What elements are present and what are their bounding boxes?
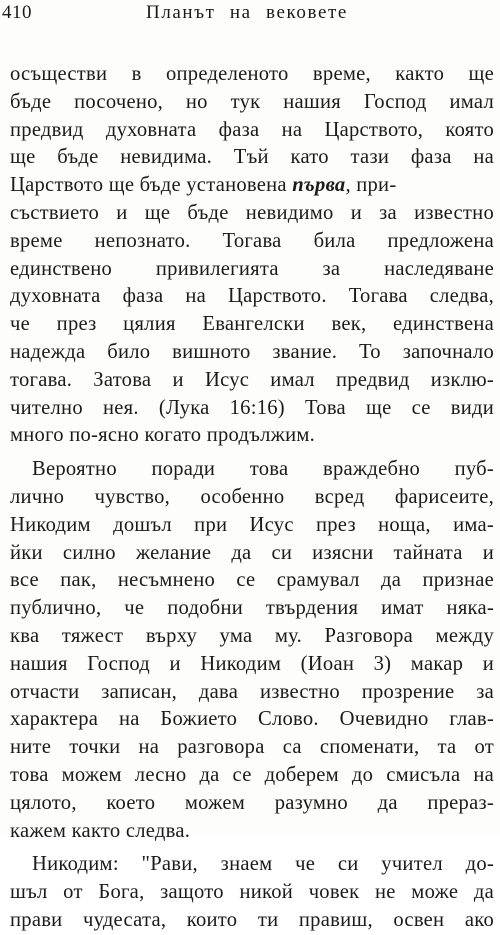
text-line: Вероятно поради това враждебно пуб-	[32, 458, 494, 481]
text-line: духовната фаза на Царството. Тогава следва,	[10, 285, 494, 308]
running-title: Планът на вековете	[146, 2, 348, 23]
text-line: Никодим дошъл при Исус през ноща, има-	[10, 513, 494, 536]
text-line: осъществи в определеното време, както ще	[10, 63, 494, 85]
text-line: все пак, несъмнено се срамувал да признае	[10, 569, 494, 592]
text-line: надежда било вишното звание. То започнало	[10, 340, 494, 363]
text-line: единствено привилегията за наследяване	[10, 257, 494, 280]
text-line: кажем както следва.	[10, 819, 191, 842]
text-line: отчасти записан, дава известно прозрение за	[10, 680, 494, 703]
text-line: шъл от Бога, защото никой човек не може да	[10, 881, 494, 904]
text-line: време непознато. Тогава била предложена	[10, 229, 494, 252]
emphasized-word: първа	[292, 174, 346, 197]
page-header	[0, 0, 500, 30]
body-text	[10, 61, 494, 935]
text-line: това можем лесно да се доберем до смисъла на	[10, 763, 494, 786]
text-line: нашия Господ и Никодим (Иоан 3) макар и	[10, 652, 494, 675]
text-line: чително нея. (Лука 16:16) Това ще се види	[10, 396, 494, 419]
text-line: тогава. Затова и Исус имал предвид изклю-	[10, 368, 494, 391]
text-line: бъде посочено, но тук нашия Господ имал	[10, 90, 494, 113]
text-line: характера на Божието Слово. Очевидно глав-	[10, 708, 494, 731]
text-line: прави чудесата, които ти правиш, освен ако	[10, 908, 494, 931]
text-line: цялото, което можем разумно да прераз-	[10, 791, 494, 814]
text-line: ните точки на разговора са споменати, та от	[10, 736, 494, 759]
paragraph-2	[10, 456, 494, 845]
text-line: ще бъде невидима. Тъй като тази фаза на	[10, 146, 494, 169]
page-number: 410	[2, 2, 32, 23]
text-line: предвид духовната фаза на Царството, която	[10, 118, 494, 141]
text-line-with-emphasis	[10, 172, 494, 200]
text-segment: Царството ще бъде установена	[10, 174, 293, 197]
text-line: че през цялия Евангелски век, единствена	[10, 313, 494, 336]
text-line: лично чувство, особенно всред фарисеите,	[10, 485, 494, 508]
text-line: съствието и ще бъде невидимо и за известно	[10, 201, 494, 224]
text-line: йки силно желание да си изясни тайната и	[10, 541, 494, 564]
text-segment: , при-	[345, 174, 397, 197]
text-line: публично, че подобни твърдения имат няка-	[10, 597, 494, 620]
paragraph-1	[10, 61, 494, 450]
text-line: ква тяжест върху ума му. Разговора между	[10, 624, 494, 647]
paragraph-3	[10, 851, 494, 934]
text-line: Никодим: "Рави, знаем че си учител до-	[32, 853, 494, 876]
text-line: много по-ясно когато продължим.	[10, 424, 316, 447]
